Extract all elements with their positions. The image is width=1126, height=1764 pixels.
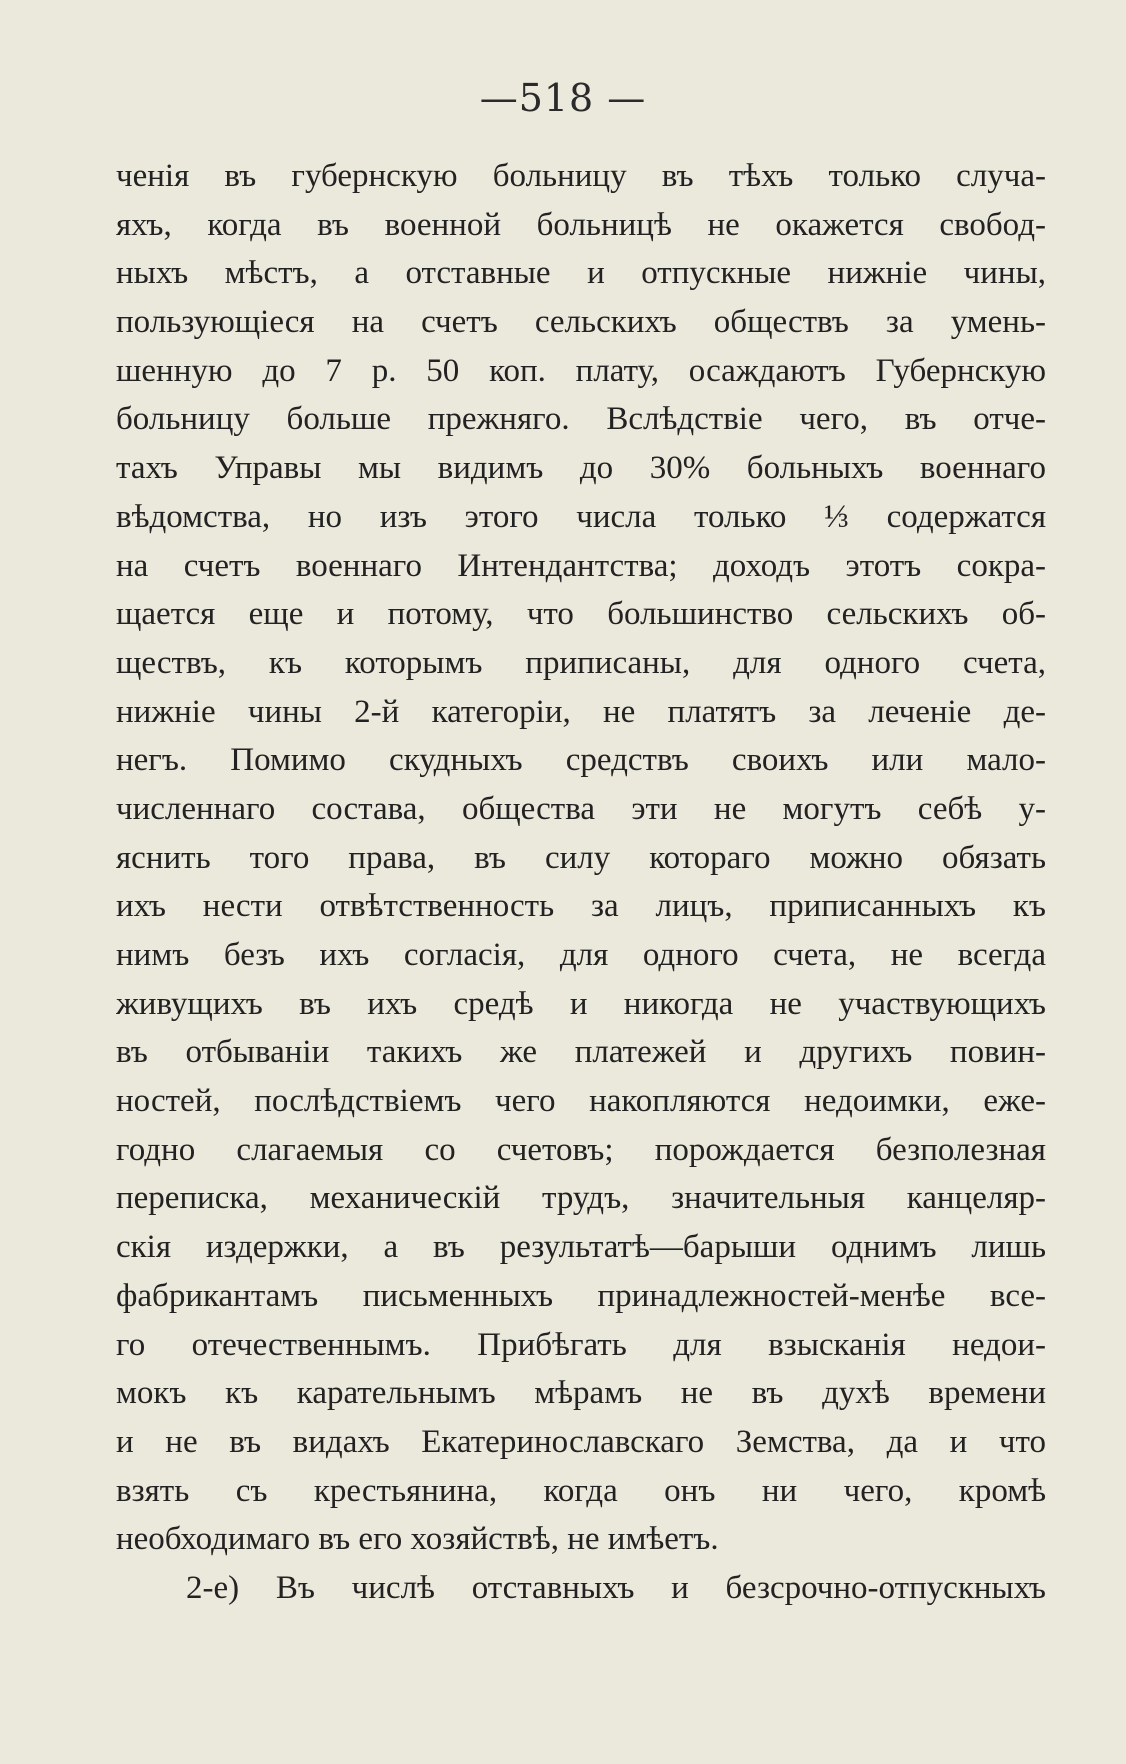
text-line: необходимаго въ его хозяйствѣ, не имѣетъ. <box>116 1521 719 1558</box>
text-line: годно слагаемыя со счетовъ; порождается безполезная <box>116 1131 1046 1168</box>
text-line: скія издержки, а въ результатѣ—барыши однимъ лишь <box>116 1229 1046 1266</box>
text-line: численнаго состава, общества эти не могутъ себѣ у- <box>116 790 1046 827</box>
page-number: —518 — <box>479 76 647 120</box>
text-line: взять съ крестьянина, когда онъ ни чего, кромѣ <box>116 1472 1046 1509</box>
text-line: ченія въ губернскую больницу въ тѣхъ только случа- <box>116 158 1046 194</box>
text-line: ществъ, къ которымъ приписаны, для одного счета, <box>116 644 1046 681</box>
text-line: 2-е) Въ числѣ отставныхъ и безсрочно-отпускныхъ <box>186 1569 1046 1606</box>
text-line: ностей, послѣдствіемъ чего накопляются недоимки, еже- <box>116 1083 1046 1120</box>
text-line: го отечественнымъ. Прибѣгать для взысканія недои- <box>116 1326 1046 1363</box>
text-line: нимъ безъ ихъ согласія, для одного счета, не всегда <box>116 937 1046 973</box>
text-line: пользующіеся на счетъ сельскихъ обществъ за умень- <box>116 304 1046 341</box>
text-line: щается еще и потому, что большинство сельскихъ об- <box>116 596 1046 633</box>
text-line: тахъ Управы мы видимъ до 30% больныхъ военнаго <box>116 450 1046 487</box>
text-line: фабрикантамъ письменныхъ принадлежностей-менѣе все- <box>116 1277 1046 1314</box>
text-line: на счетъ военнаго Интендантства; доходъ этотъ сокра- <box>116 547 1046 584</box>
text-line: нижніе чины 2-й категоріи, не платятъ за леченіе де- <box>116 693 1046 730</box>
text-line: живущихъ въ ихъ средѣ и никогда не участвующихъ <box>116 985 1046 1022</box>
text-line: въ отбываніи такихъ же платежей и другихъ повин- <box>116 1034 1046 1071</box>
text-line: переписка, механическій трудъ, значительныя канцеляр- <box>116 1180 1046 1217</box>
text-line: ныхъ мѣстъ, а отставные и отпускные нижніе чины, <box>116 255 1046 292</box>
text-line: негъ. Помимо скудныхъ средствъ своихъ или мало- <box>116 742 1046 779</box>
text-line: яхъ, когда въ военной больницѣ не окажется свобод- <box>116 206 1046 243</box>
text-line: яснить того права, въ силу котораго можно обязать <box>116 839 1046 876</box>
text-line: вѣдомства, но изъ этого числа только ⅓ содержатся <box>116 498 1046 535</box>
body-text <box>116 152 1046 1613</box>
text-line: шенную до 7 р. 50 коп. плату, осаждаютъ Губернскую <box>116 352 1046 389</box>
text-line: ихъ нести отвѣтственность за лицъ, приписанныхъ къ <box>116 888 1046 925</box>
text-line: больницу больше прежняго. Вслѣдствіе чего, въ отче- <box>116 401 1046 438</box>
text-line: мокъ къ карательнымъ мѣрамъ не въ духѣ времени <box>116 1375 1046 1412</box>
text-line: и не въ видахъ Екатеринославскаго Земства, да и что <box>116 1423 1046 1460</box>
